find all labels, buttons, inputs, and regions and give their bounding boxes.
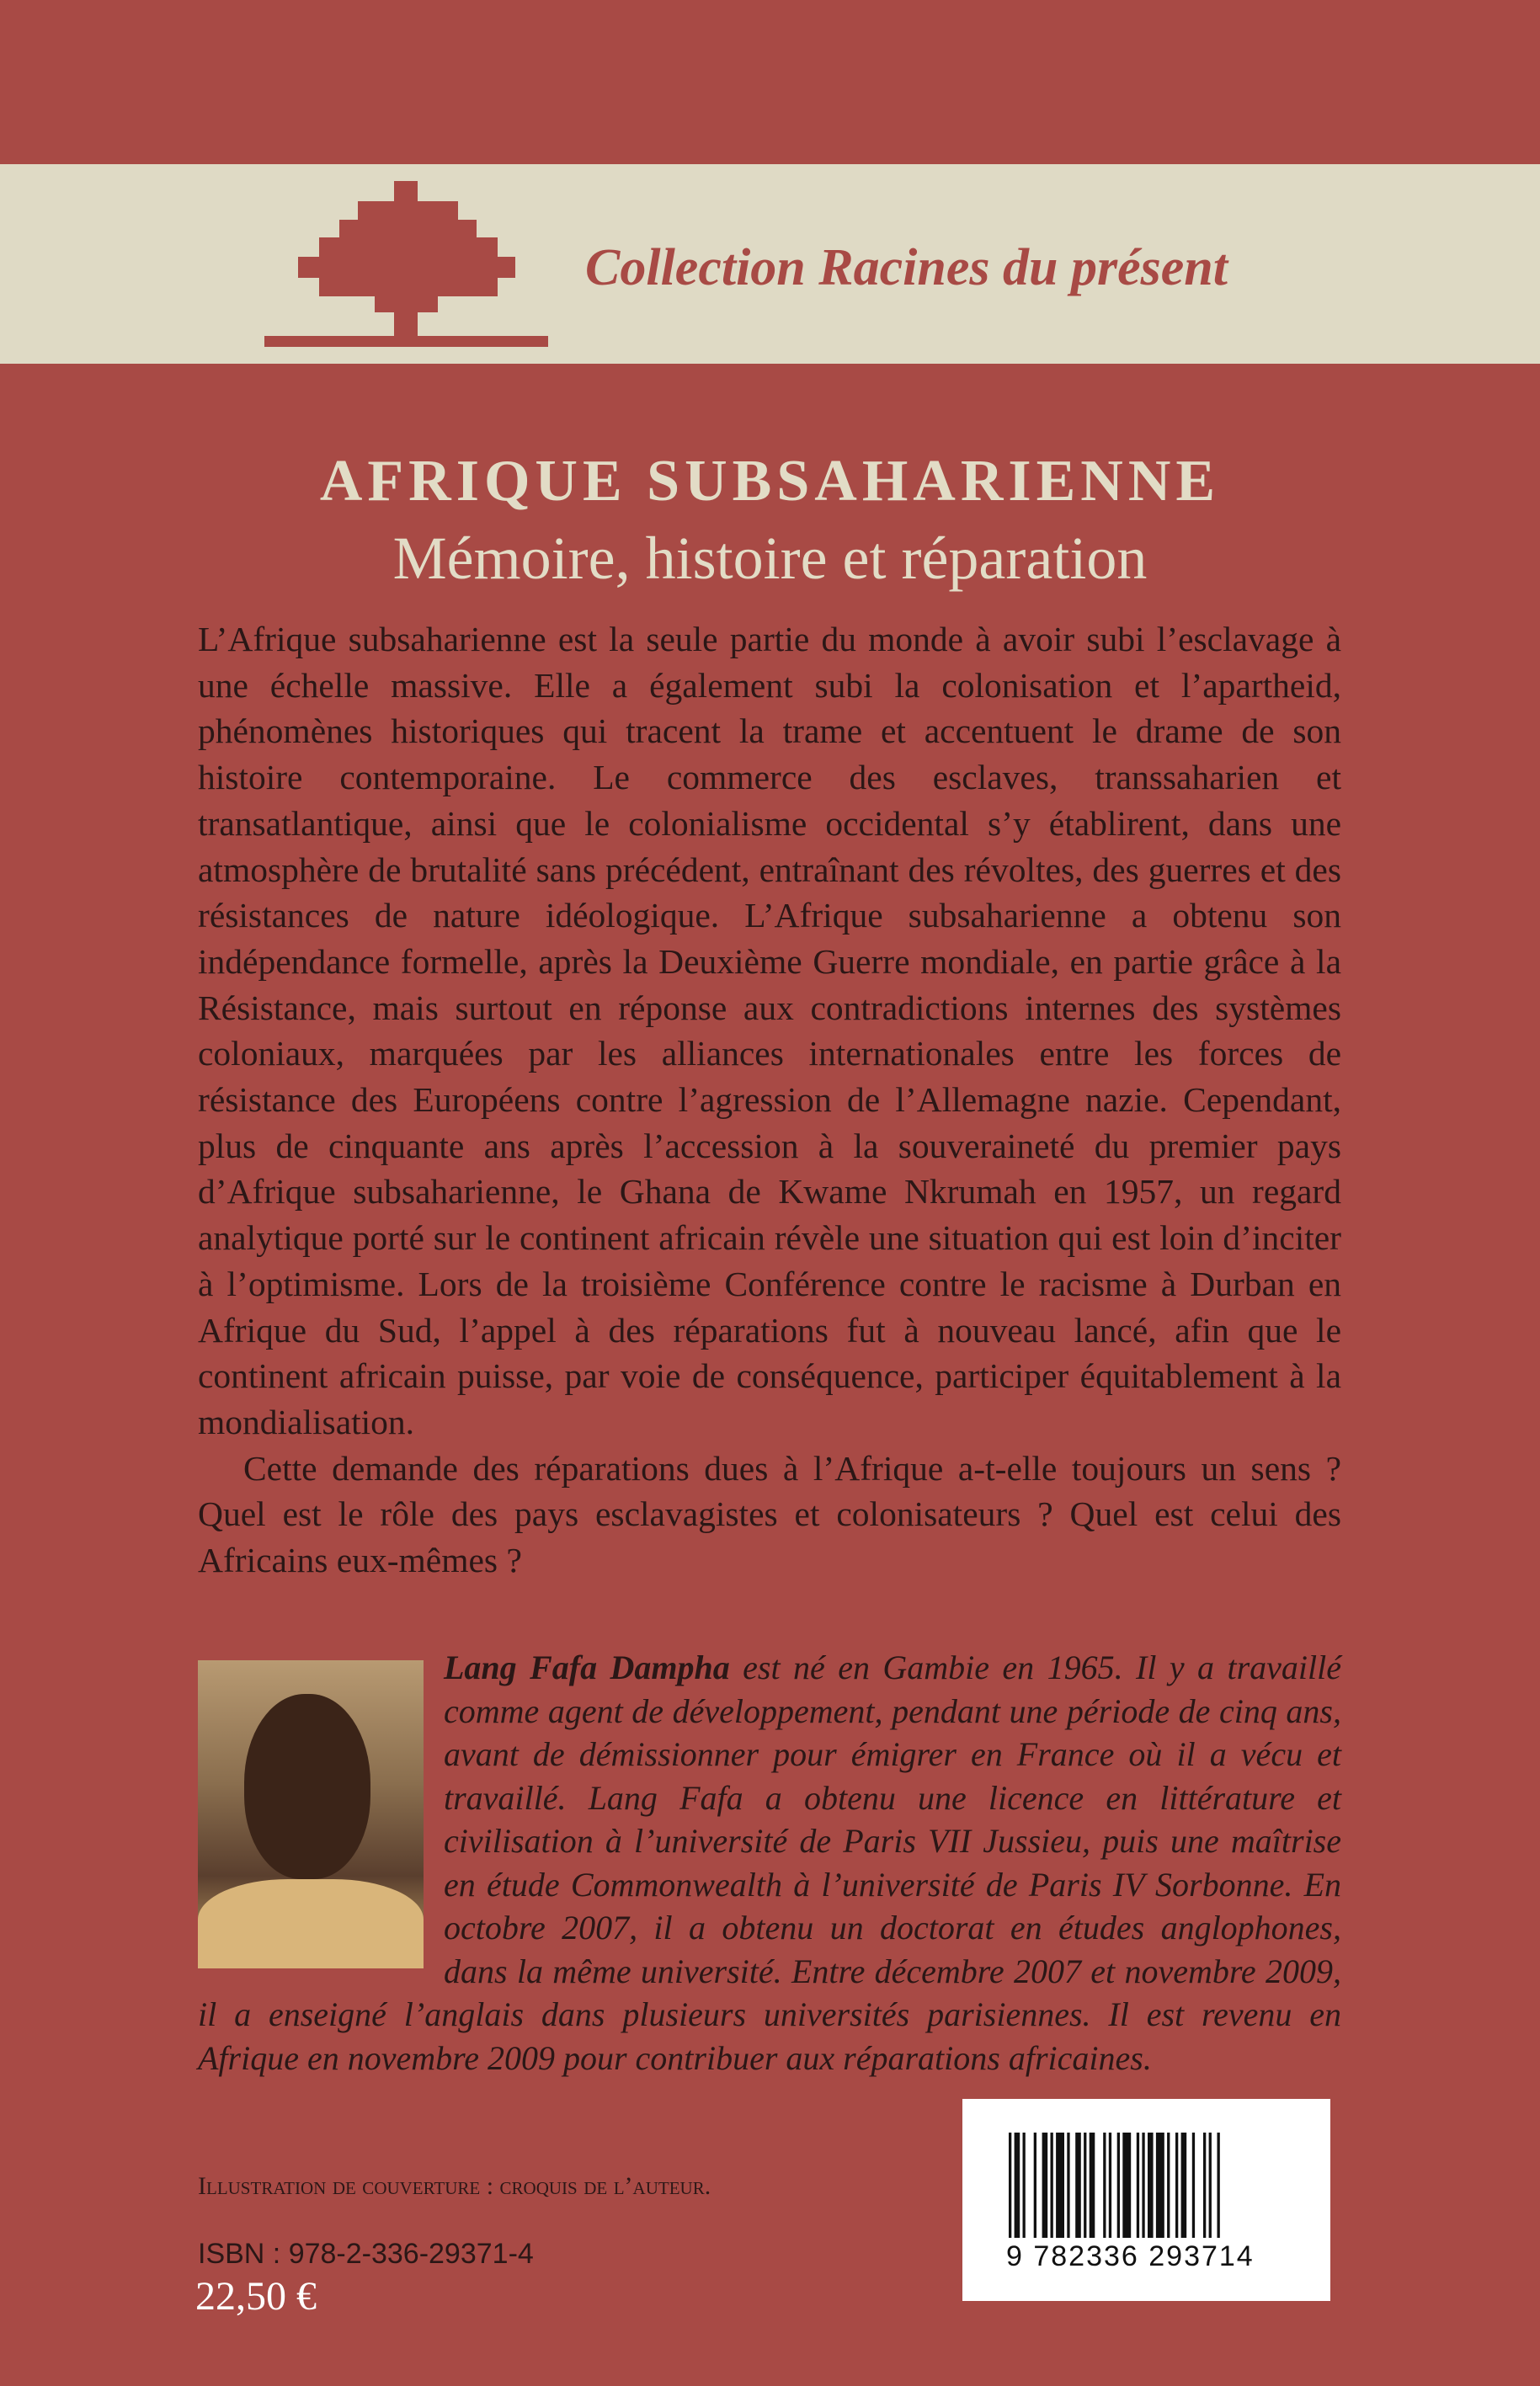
book-title: AFRIQUE SUBSAHARIENNE [319,449,1221,514]
barcode-bar [1122,2133,1131,2238]
barcode-bar [1056,2133,1064,2238]
barcode-bar [1051,2133,1053,2238]
barcode-number: 9 782336 293714 [1006,2240,1255,2272]
barcode [962,2099,1330,2301]
barcode-bar [1084,2133,1086,2238]
barcode-bar [1009,2133,1011,2238]
barcode-bar [1167,2133,1170,2238]
barcode-bar [1034,2133,1036,2238]
barcode-bar [1175,2133,1178,2238]
barcode-bar [1148,2133,1154,2238]
barcode-bar [1181,2133,1187,2238]
barcode-bar [1042,2133,1048,2238]
barcode-bar [1209,2133,1212,2238]
book-subtitle: Mémoire, histoire et réparation [392,525,1148,592]
barcode-bar [1137,2133,1139,2238]
barcode-bar [1015,2133,1020,2238]
barcode-bar [1156,2133,1164,2238]
barcode-bar [1109,2133,1111,2238]
barcode-bar [1203,2133,1206,2238]
author-bio [198,1646,1341,2080]
author-bio-text: est né en Gambie en 1965. Il y a travaillé comme agent de développement, pendant une période de cinq ans, avant de démissionner pour émigrer en France où il a vécu et travaillé. Lang Fafa a obtenu une licence en littérature et civilisation à l’université de Paris VII Jussieu, puis une maîtrise en étude Commonwealth à l’université de Paris IV Sorbonne. En octobre 2007, il a obtenu un doctorat en études anglophones, dans la même université. Entre décembre 2007 et novembre 2009, il a enseigné l’anglais dans plusieurs universités parisiennes. Il est revenu en Afrique en novembre 2009 pour contribuer aux réparations africaines. [198,1648,1341,2077]
barcode-bar [1218,2133,1220,2238]
illustration-credit: Illustration de couverture : croquis de l’auteur. [198,2172,711,2200]
barcode-bar [1192,2133,1195,2238]
stepped-tree-icon [0,0,589,370]
summary-text [198,616,1341,1584]
isbn: ISBN : 978-2-336-29371-4 [198,2238,534,2270]
summary-paragraph: Cette demande des réparations dues à l’Afrique a-t-elle toujours un sens ? Quel est le rôle des pays esclavagistes et colonisateurs ? Quel est celui des Africains eux-mêmes ? [198,1448,1341,1580]
collection-name: Collection Racines du présent [585,239,1228,296]
barcode-bar [1067,2133,1069,2238]
barcode-bar [1090,2133,1095,2238]
barcode-bar [1023,2133,1026,2238]
barcode-bar [1142,2133,1144,2238]
author-name: Lang Fafa Dampha [444,1648,730,1686]
barcode-bar [1075,2133,1081,2238]
summary-paragraph: L’Afrique subsaharienne est la seule partie du monde à avoir subi l’esclavage à une échelle massive. Elle a également subi la colonisation et l’apartheid, phénomènes historiques qui tracent la trame et accentuent le drame de son histoire contemporaine. Le commerce des esclaves, transsaharien et transatlantique, ainsi que le colonialisme occidental s’y établirent, dans une atmosphère de brutalité sans précédent, entraînant des révoltes, des guerres et des résistances de nature idéologique. L’Afrique subsaharienne a obtenu son indépendance formelle, après la Deuxième Guerre mondiale, en partie grâce à la Résistance, mais surtout en réponse aux contradictions internes des systèmes coloniaux, marquées par les alliances internationales entre les forces de résistance des Européens contre l’agression de l’Allemagne nazie. Cependant, plus de cinquante ans après l’accession à la souveraineté du premier pays d’Afrique subsaharienne, le Ghana de Kwame Nkrumah en 1957, un regard analytique porté sur le continent africain révèle une situation qui est loin d’inciter à l’optimisme. Lors de la troisième Conférence contre le racisme à Durban en Afrique du Sud, l’appel à des réparations fut à nouveau lancé, afin que le continent africain puisse, par voie de conséquence, participer équitablement à la mondialisation. [198,620,1341,1441]
barcode-bar [1117,2133,1120,2238]
barcode-bar [1103,2133,1106,2238]
price: 22,50 € [195,2274,317,2319]
